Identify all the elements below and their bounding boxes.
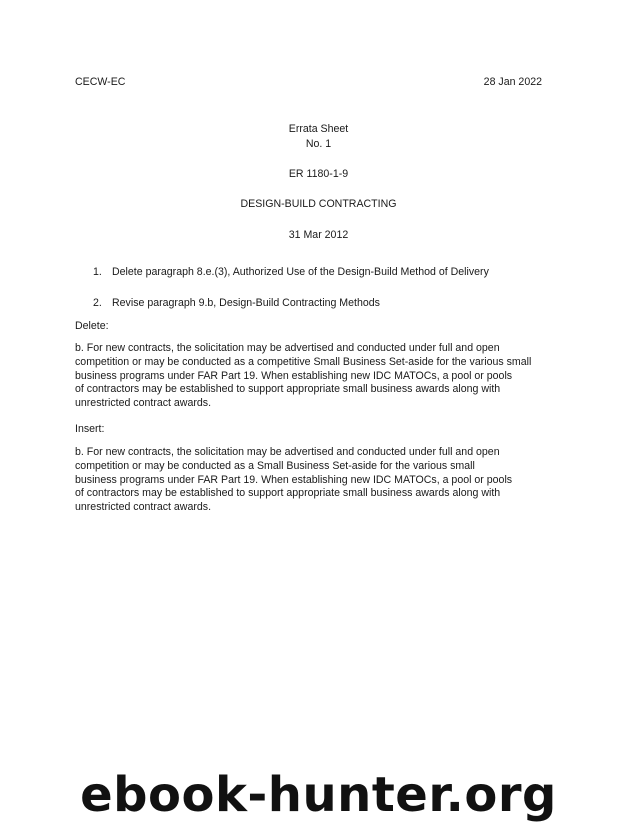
regulation-date: 31 Mar 2012 <box>288 229 349 241</box>
list-item-number: 1. <box>93 266 102 278</box>
regulation-title: DESIGN-BUILD CONTRACTING <box>240 198 397 210</box>
paragraph-line: business programs under FAR Part 19. When establishing new IDC MATOCs, a pool or pools <box>75 473 513 486</box>
list-item-text: Delete paragraph 8.e.(3), Authorized Use of the Design-Build Method of Delivery <box>112 266 489 278</box>
delete-paragraph <box>75 342 545 411</box>
delete-label: Delete: <box>75 320 109 332</box>
list-item-text: Revise paragraph 9.b, Design-Build Contracting Methods <box>112 297 380 309</box>
regulation-number: ER 1180-1-9 <box>288 168 349 180</box>
paragraph-line: of contractors may be established to support appropriate small business awards along with <box>75 487 501 500</box>
paragraph-line: b. For new contracts, the solicitation may be advertised and conducted under full and open <box>75 446 500 458</box>
watermark: ebook-hunter.org <box>80 767 557 823</box>
office-symbol: CECW-EC <box>75 76 126 88</box>
paragraph-line: competition or may be conducted as a competitive Small Business Set-aside for the various small <box>75 355 532 368</box>
paragraph-line: competition or may be conducted as a Small Business Set-aside for the various small <box>75 459 475 472</box>
list-item <box>93 266 489 280</box>
paragraph-line: of contractors may be established to support appropriate small business awards along with <box>75 383 501 396</box>
document-date: 28 Jan 2022 <box>483 76 542 88</box>
insert-label: Insert: <box>75 423 105 435</box>
paragraph-line: b. For new contracts, the solicitation may be advertised and conducted under full and open <box>75 342 500 354</box>
paragraph-line: business programs under FAR Part 19. When establishing new IDC MATOCs, a pool or pools <box>75 369 513 382</box>
list-item <box>93 297 380 311</box>
paragraph-line: unrestricted contract awards. <box>75 501 212 514</box>
errata-number: No. 1 <box>305 138 332 150</box>
list-item-number: 2. <box>93 297 102 309</box>
paragraph-line: unrestricted contract awards. <box>75 397 212 410</box>
insert-paragraph <box>75 446 545 515</box>
errata-sheet-title: Errata Sheet <box>288 123 349 135</box>
